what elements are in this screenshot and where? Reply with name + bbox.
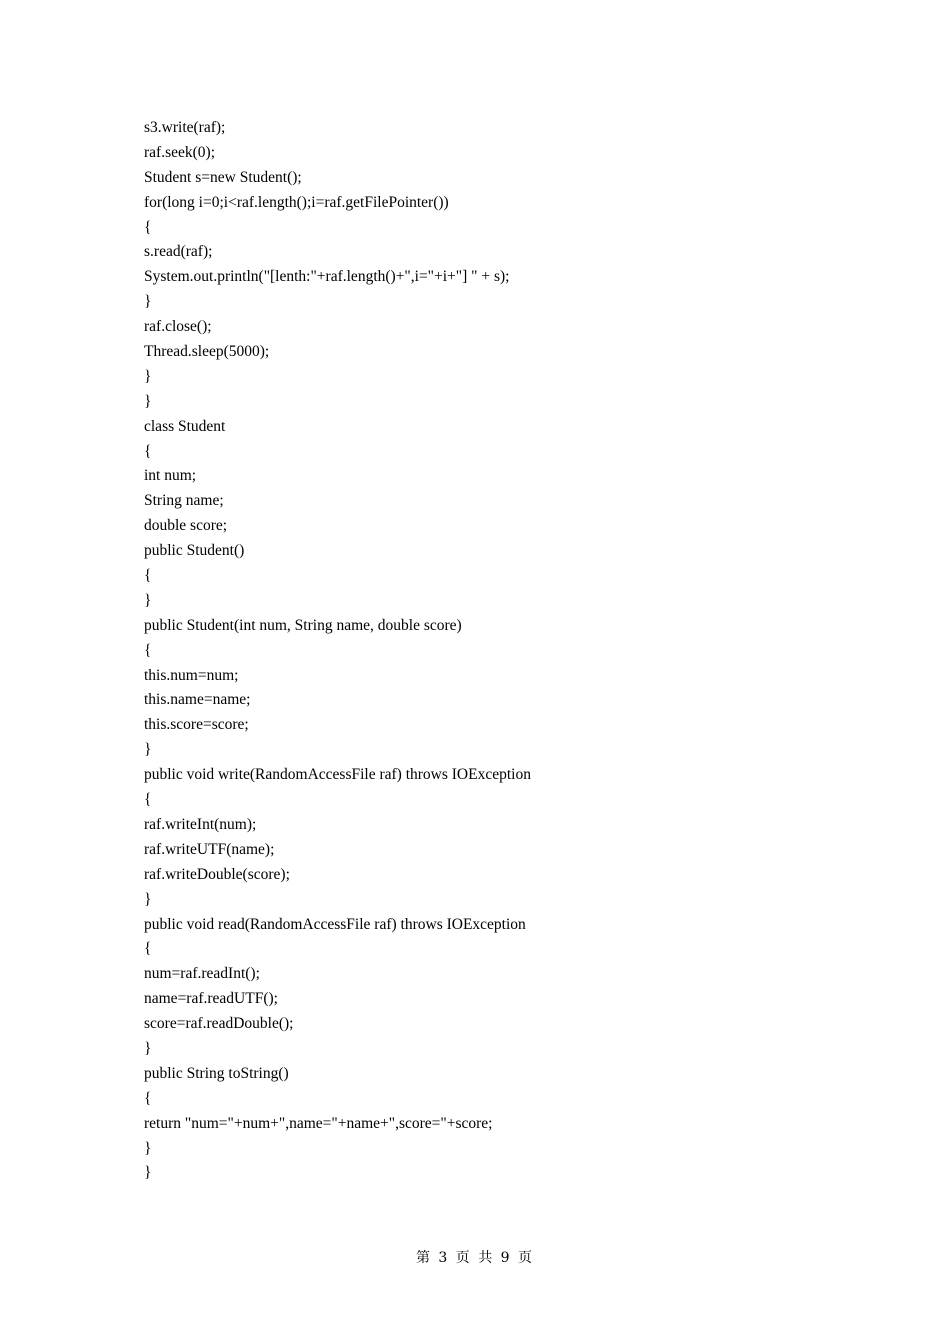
code-line: for(long i=0;i<raf.length();i=raf.getFilePointer()) (144, 193, 449, 211)
code-line: public void write(RandomAccessFile raf) throws IOException (144, 766, 531, 784)
code-line: } (144, 591, 152, 609)
code-line: s3.write(raf); (144, 119, 226, 136)
code-line: score=raf.readDouble(); (144, 1015, 294, 1033)
code-line: this.num=num; (144, 666, 239, 684)
code-line: String name; (144, 492, 224, 510)
code-line: int num; (144, 467, 197, 485)
code-line: { (144, 218, 152, 236)
code-line: public String toString() (144, 1064, 289, 1082)
code-line: Student s=new Student(); (144, 168, 302, 186)
code-line: raf.writeUTF(name); (144, 840, 275, 858)
code-line: { (144, 442, 152, 460)
code-line: { (144, 940, 152, 958)
code-line: { (144, 641, 152, 659)
code-line: raf.writeDouble(score); (144, 865, 290, 883)
code-line: public Student() (144, 542, 245, 560)
code-line: } (144, 293, 152, 311)
code-line: public Student(int num, String name, double score) (144, 616, 462, 634)
code-line: raf.writeInt(num); (144, 815, 257, 833)
code-line: } (144, 367, 152, 385)
code-line: s.read(raf); (144, 243, 213, 261)
code-line: return "num="+num+",name="+name+",score="+score; (144, 1114, 493, 1132)
code-line: } (144, 741, 152, 759)
code-line: } (144, 392, 152, 410)
code-line: System.out.println("[lenth:"+raf.length()+",i="+i+"] " + s); (144, 268, 510, 286)
code-line: Thread.sleep(5000); (144, 343, 270, 361)
code-line: } (144, 1164, 152, 1182)
page-footer: 第 3 页 共 9 页 (415, 1250, 535, 1266)
code-line: this.score=score; (144, 716, 249, 734)
code-line: raf.close(); (144, 318, 212, 336)
code-line: } (144, 1039, 152, 1057)
code-block (144, 116, 531, 1186)
code-line: double score; (144, 517, 228, 535)
code-line: } (144, 890, 152, 908)
code-line: raf.seek(0); (144, 143, 215, 161)
code-line: class Student (144, 417, 226, 435)
code-line: num=raf.readInt(); (144, 965, 260, 983)
code-line: { (144, 791, 152, 809)
code-line: } (144, 1139, 152, 1157)
code-line: name=raf.readUTF(); (144, 990, 278, 1008)
code-line: { (144, 1089, 152, 1107)
code-line: public void read(RandomAccessFile raf) throws IOException (144, 915, 526, 933)
code-line: { (144, 567, 152, 585)
code-line: this.name=name; (144, 691, 251, 709)
